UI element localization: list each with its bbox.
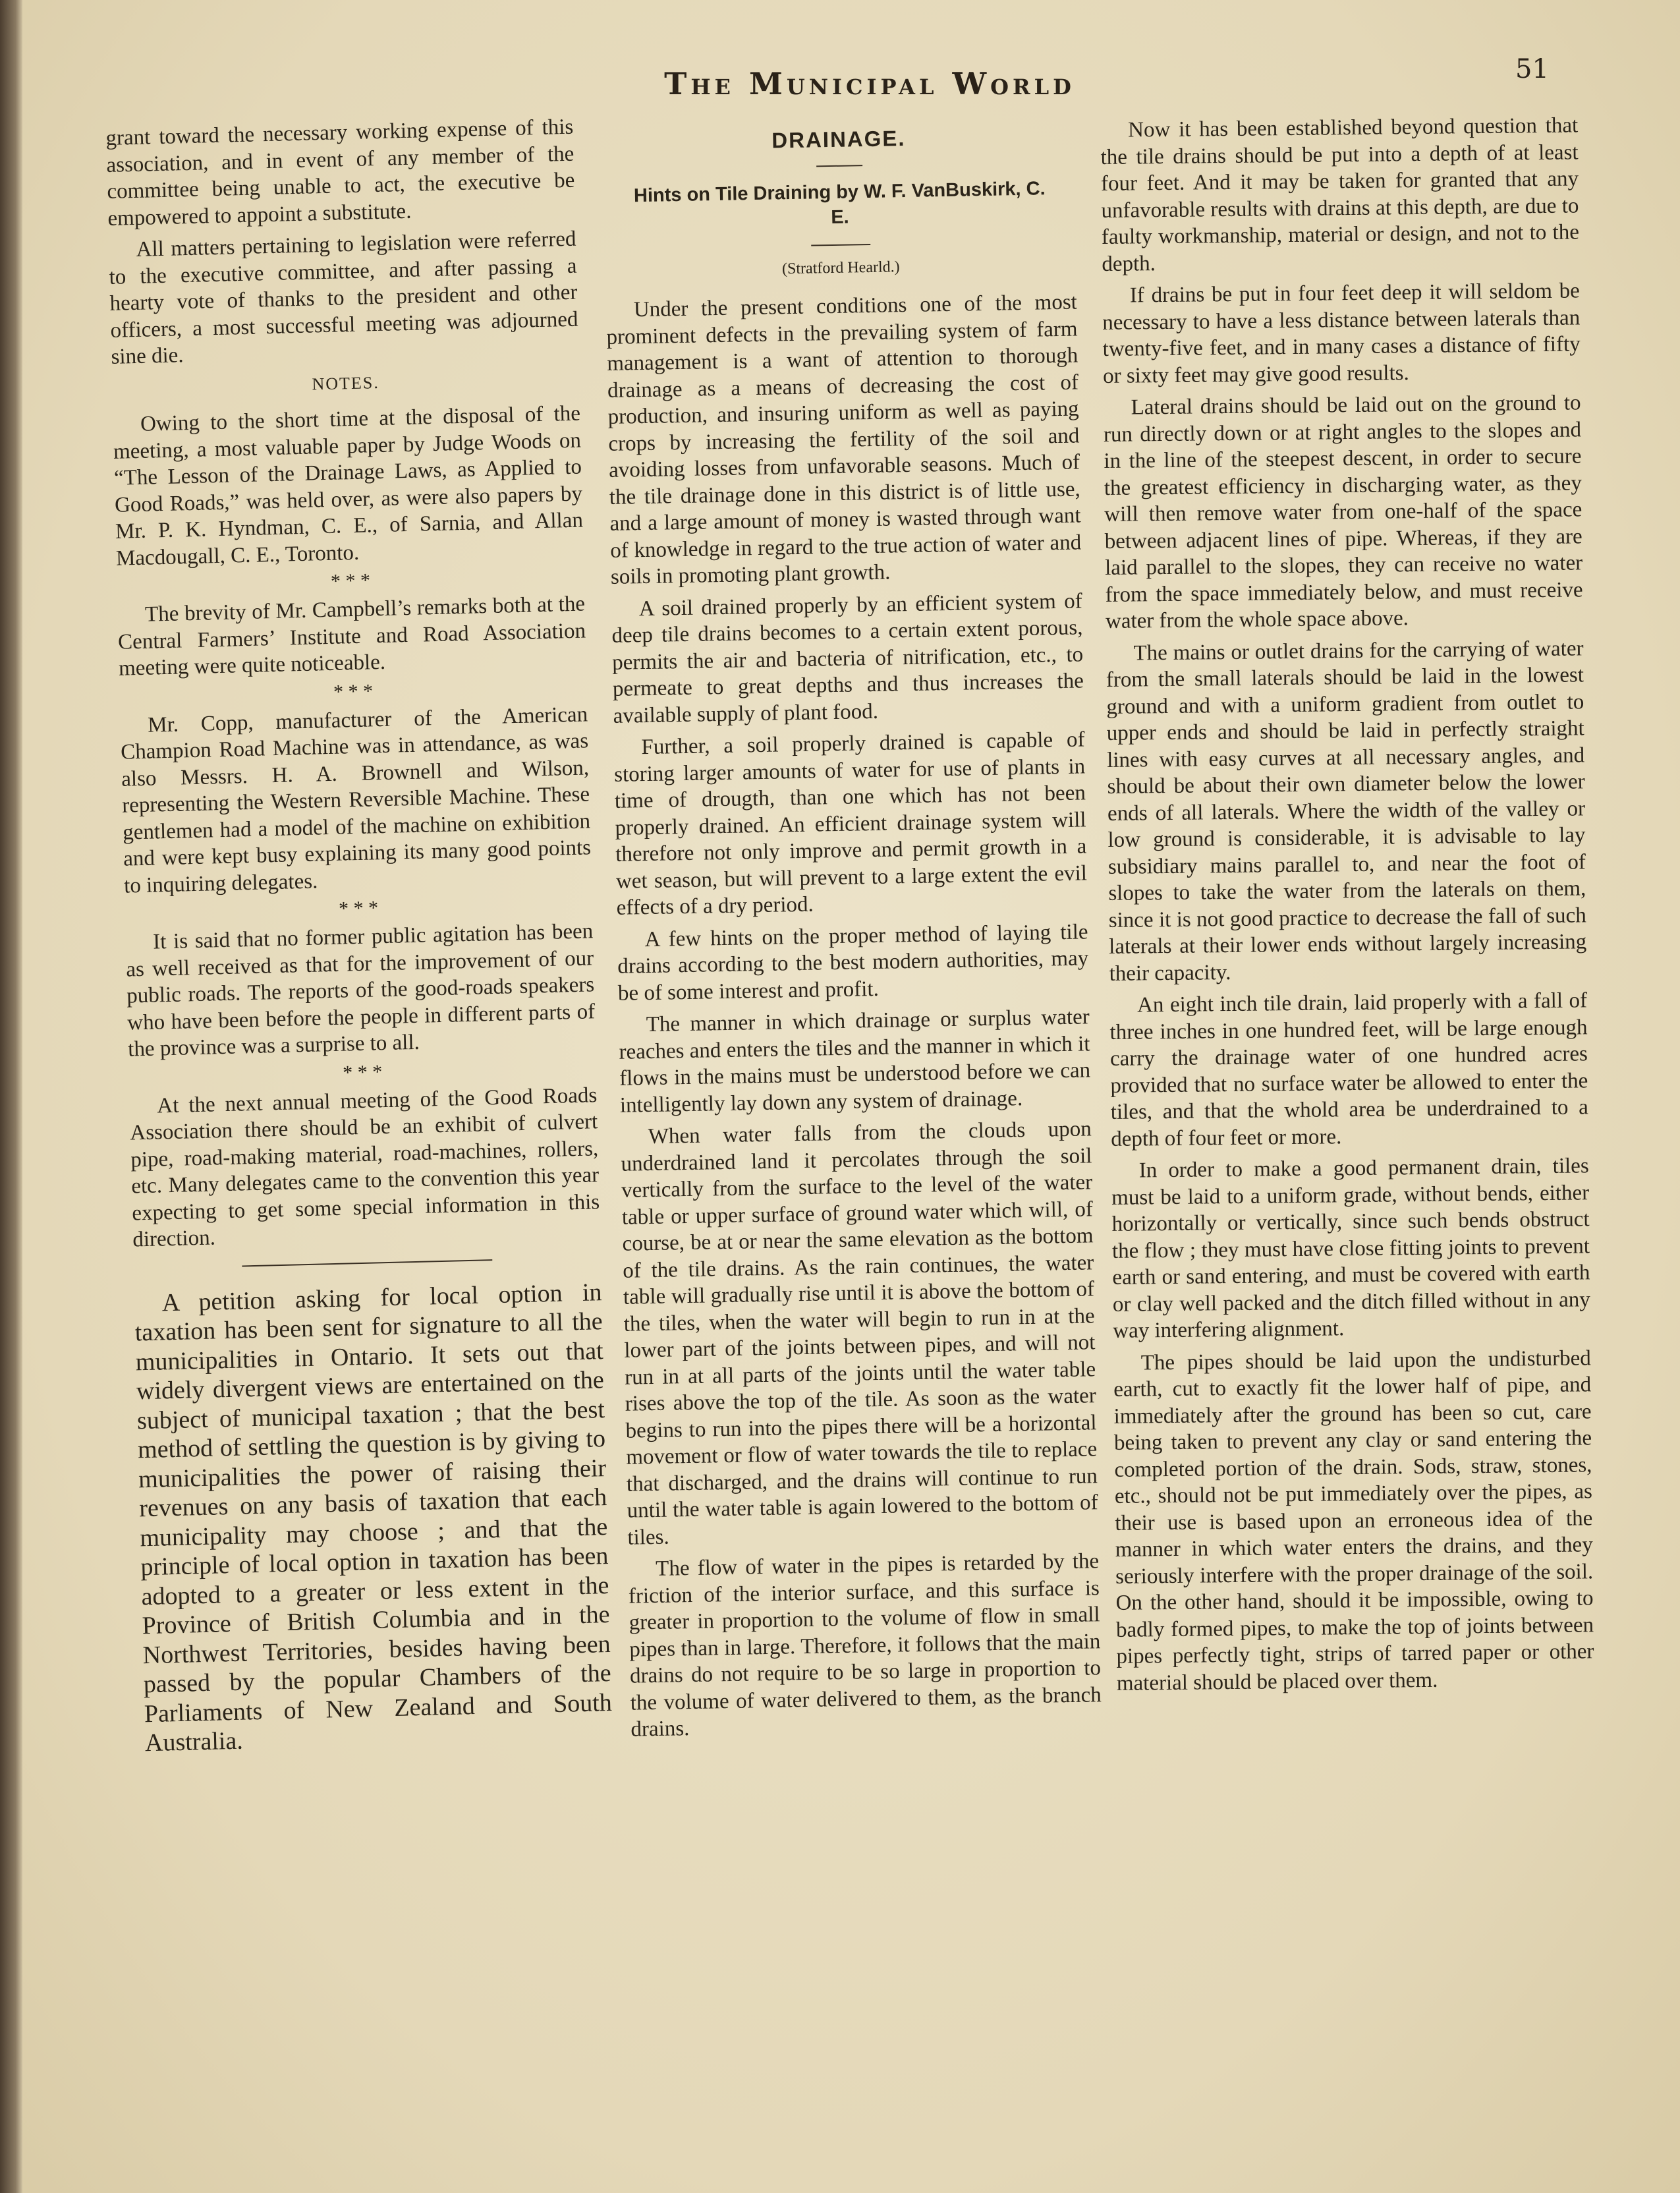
asterism-divider: * * * — [333, 679, 374, 703]
paragraph: Under the present conditions one of the most prominent defects in the prevailing system of farm management is a want of attention to thorough drainage as a means of decreasing the cost of production, and insuring uniform as well as paying crops by increasing the fertility of the soil and avoiding losses from unfavorable seasons. Much of the tile drainage done in this district is of little use, and a large amount of money is wasted through want of knowledge in regard to the true action of water and soils in promoting plant growth. — [606, 290, 1082, 589]
notes-heading: NOTES. — [312, 372, 380, 393]
column-middle — [603, 117, 1102, 1749]
subtitle-rule — [811, 243, 870, 246]
paragraph: The pipes should be laid upon the undisturbed earth, cut to exactly fit the lower half of pipe, and immediately after the ground has been so cut, care being taken to prevent any clay or sand entering the completed portion of the drain. Sods, straw, stones, etc., should not be put immediately over the pipes, as their use is based upon an erroneous idea of the manner in which water enters the drains, and they seriously interfere with the proper drainage of the soil. On the other hand, should it be impossible, owing to badly formed pipes, to make the top of joints between pipes perfectly tight, strips of tarred paper or other material should be placed over them. — [1113, 1346, 1594, 1695]
paragraph: It is said that no former public agitation has been as well received as that for the improvement of our public roads. The reports of the good-roads speakers who have been before the people in different parts of the province was a surprise to all. — [125, 919, 596, 1062]
paragraph: Now it has been established beyond question that the tile drains should be put into a depth of at least four feet. And it may be taken for granted that any unfavorable results with drains at this depth, are due to faulty workmanship, material or design, and not to the depth. — [1100, 113, 1580, 276]
paragraph: The flow of water in the pipes is retarded by the friction of the interior surface, and this surface is greater in proportion to the volume of flow in small pipes than in large. Therefore, it follows that the main drains do not require to be so large in proportion to the volume of water delivered to them, as the branch drains. — [628, 1549, 1102, 1742]
section-rule — [242, 1259, 492, 1267]
paragraph: Owing to the short time at the disposal of the meeting, a most valuable paper by Judge Woods on “The Lesson of the Drainage Laws, as Applied to Good Roads,” was held over, as were also papers by Mr. P. K. Hyndman, C. E., of Sarnia, and Allan Macdougall, C. E., Toronto. — [113, 401, 584, 571]
paragraph: A soil drained properly by an efficient system of deep tile drains becomes to a certain extent porous, permits the air and bacteria of nitrification, etc., to permeate to great depths and thus increases the available supply of plant food. — [611, 588, 1084, 728]
page-number: 51 — [1515, 54, 1549, 84]
paragraph: All matters pertaining to legislation were referred to the executive committee, and after passing a hearty vote of thanks to the president and other officers, a most successful meeting was adjourned sine die. — [109, 227, 578, 369]
paragraph: An eight inch tile drain, laid properly with a fall of three inches in one hundred feet, will be large enough carry the drainage water of one hundred acres provided that no surface water be allowed to enter the tiles, and that the whold area be underdrained to a depth of four feet or more. — [1109, 988, 1588, 1151]
column-left — [105, 114, 613, 1763]
petition-paragraph: A petition asking for local option in taxation has been sent for signature to all the municipalities in Ontario. It sets out that widely divergent views are entertained on the subject of municipal taxation ; that the best method of settling the question is by giving to municipalities the power of raising their revenues on any basis of taxation that each municipality may choose ; and that the principle of local option in taxation has been adopted to a greater or less extent in the Province of British Columbia and in the Northwest Territories, besides having been passed by the popular Chambers of the Parliaments of New Zealand and South Australia. — [134, 1278, 613, 1757]
paragraph: Lateral drains should be laid out on the ground to run directly down or at right angles to the slopes and in the line of the steepest descent, in order to secure the greatest efficiency in discharging water, as they will then remove water from one-half of the space between adjacent lines of pipe. Whereas, if they are laid parallel to the slopes, they can receive no water from the space immediately below, and must receive water from the whole space above. — [1103, 391, 1583, 633]
paragraph: Further, a soil properly drained is capable of storing larger amounts of water for use of plants in time of drougth, than one which has not been properly drained. An efficient drainage system will therefore not only improve and permit growth in a wet season, but will prevent to a large extent the evil effects of a dry period. — [613, 727, 1088, 920]
paragraph: At the next annual meeting of the Good Roads Association there should be an exhibit of culvert pipe, road-making material, road-machines, rollers, etc. Many delegates came to the convention this year expecting to get some special information in this direction. — [129, 1083, 600, 1252]
article-subtitle: Hints on Tile Draining by W. F. VanBuskirk, C. E. — [633, 177, 1046, 228]
binding-shadow — [0, 0, 22, 2193]
paragraph: The manner in which drainage or surplus water reaches and enters the tiles and the manner in which it flows in the mains must be understood before we can intelligently lay down any system of drainage. — [619, 1005, 1091, 1118]
paragraph: The brevity of Mr. Campbell’s remarks both at the Central Farmers’ Institute and Road Association meeting were quite noticeable. — [117, 592, 586, 681]
asterism-divider: * * * — [330, 569, 371, 592]
paragraph: If drains be put in four feet deep it will seldom be necessary to have a less distance between laterals than twenty-five feet, and in many cases a distance of fifty or sixty feet may give good results. — [1102, 279, 1581, 388]
asterism-divider: * * * — [342, 1060, 383, 1084]
article-title: DRAINAGE. — [771, 125, 906, 153]
paragraph: grant toward the necessary working expense of this association, and in event of any member of the committee being unable to act, the executive be empowered to appoint a substitute. — [105, 115, 575, 231]
column-right — [1100, 112, 1594, 1701]
paragraph: When water falls from the clouds upon underdrained land it percolates through the soil vertically from the surface to the level of the water table or upper surface of ground water which will, of course, be at or near the same elevation as the bottom of the tile drains. As the rain continues, the water table will gradually rise until it is above the bottom of the tiles, when the water will begin to run in at the lower part of the joints between pipes, and will not run in at all parts of the joints until the water table rises above the top of the tile. As soon as the water begins to run into the pipes there will be a horizontal movement or flow of water towards the tile to replace that discharged, and the drains will continue to run until the water table is again lowered to the bottom of tiles. — [621, 1117, 1098, 1550]
asterism-divider: * * * — [338, 897, 379, 920]
title-rule — [816, 165, 862, 167]
paragraph: A few hints on the proper method of laying tile drains according to the best modern authorities, may be of some interest and profit. — [617, 919, 1089, 1006]
paragraph: Mr. Copp, manufacturer of the American Champion Road Machine was in attendance, as was also Messrs. H. A. Brownell and Wilson, representing the Western Reversible Machine. These gentlemen had a model of the machine on exhibition and were kept busy explaining its many good points to inquiring delegates. — [120, 702, 592, 898]
article-source: (Stratford Hearld.) — [781, 258, 900, 277]
paragraph: In order to make a good permanent drain, tiles must be laid to a uniform grade, without bends, either horizontally or vertically, since such bends obstruct the flow ; they must have close fitting joints to prevent earth or sand entering, and must be covered with earth or clay well packed and the ditch filled without in any way interfering alignment. — [1111, 1154, 1591, 1343]
masthead-title: The Municipal World — [664, 66, 1075, 101]
paragraph: The mains or outlet drains for the carrying of water from the small laterals should be laid in the lowest ground and with a uniform gradient from outlet to upper ends and should be laid in perfectly straight lines with easy curves at all necessary angles, and should be about their own diameter below the lower ends of all laterals. Where the width of the valley or low ground is considerable, it is advisable to lay subsidiary mains parallel to, and near the foot of slopes to take the water from the laterals on them, since it is not good practice to decrease the fall of such laterals at their lower ends without largely increasing their capacity. — [1106, 636, 1587, 986]
